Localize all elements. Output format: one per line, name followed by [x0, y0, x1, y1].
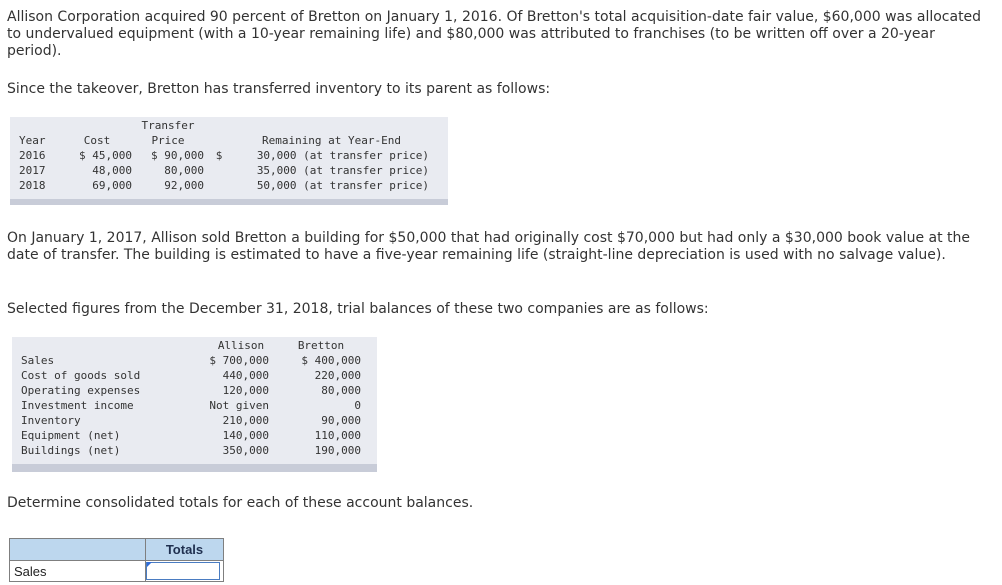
- cell-account: Inventory: [21, 414, 81, 427]
- cell-dollar: [204, 178, 234, 193]
- header-transfer: Transfer: [141, 119, 195, 132]
- trial-balance-intro-paragraph: Selected figures from the December 31, 2018, trial balances of these two companies are as follows:: [7, 301, 709, 317]
- cell-bretton: 80,000: [321, 384, 361, 397]
- answer-header-totals: Totals: [146, 539, 224, 561]
- cell-account: Cost of goods sold: [21, 369, 141, 382]
- cell-allison: Not given: [209, 399, 269, 412]
- cell-price: 92,000: [164, 179, 204, 192]
- cell-year: 2017: [19, 164, 46, 177]
- table-row: [21, 443, 361, 458]
- cell-cost: $ 45,000: [79, 149, 132, 162]
- sales-total-input[interactable]: [146, 562, 220, 580]
- cell-account: Sales: [21, 354, 55, 367]
- table-row: [19, 178, 429, 193]
- header-bretton: Bretton: [297, 339, 345, 352]
- header-allison: Allison: [217, 339, 265, 352]
- answer-header-blank: [10, 539, 146, 561]
- cell-allison: 120,000: [222, 384, 269, 397]
- answer-label-sales: Sales: [10, 561, 146, 582]
- cell-price: $ 90,000: [151, 149, 204, 162]
- cell-cost: 69,000: [92, 179, 132, 192]
- cell-year: 2018: [19, 179, 46, 192]
- cell-year: 2016: [19, 149, 46, 162]
- instructions-paragraph: Determine consolidated totals for each of these account balances.: [7, 495, 474, 511]
- cell-bretton: 190,000: [314, 444, 361, 457]
- table-row: [19, 148, 429, 163]
- answer-table: [9, 538, 224, 582]
- cell-bretton: $ 400,000: [301, 354, 361, 367]
- cell-allison: $ 700,000: [209, 354, 269, 367]
- input-marker-icon: [147, 562, 152, 567]
- header-account: [21, 338, 201, 353]
- cell-allison: 440,000: [222, 369, 269, 382]
- cell-remaining: 50,000 (at transfer price): [256, 179, 429, 192]
- cell-dollar: [204, 163, 234, 178]
- cell-account: Buildings (net): [21, 444, 121, 457]
- header-price: Price: [151, 134, 185, 147]
- table-row: [19, 163, 429, 178]
- table-row: [21, 398, 361, 413]
- cell-remaining: 35,000 (at transfer price): [256, 164, 429, 177]
- answer-row-sales: [10, 561, 224, 582]
- cell-bretton: 220,000: [314, 369, 361, 382]
- cell-dollar: $: [215, 149, 223, 162]
- header-remaining: Remaining at Year-End: [261, 134, 402, 147]
- trial-balance-table: [12, 337, 377, 472]
- cell-cost: 48,000: [92, 164, 132, 177]
- cell-allison: 210,000: [222, 414, 269, 427]
- cell-account: Equipment (net): [21, 429, 121, 442]
- header-cost: Cost: [83, 134, 111, 147]
- table-row: [21, 368, 361, 383]
- cell-bretton: 90,000: [321, 414, 361, 427]
- table-row: [21, 428, 361, 443]
- building-sale-paragraph: On January 1, 2017, Allison sold Bretton a building for $50,000 that had originally cost $70,000 but had only a $30,000 book value at the date of transfer. The building is estimated to have a five-year remaining life (straight-line depreciation is used with no salvage value).: [7, 230, 970, 263]
- cell-price: 80,000: [164, 164, 204, 177]
- cell-remaining: 30,000 (at transfer price): [256, 149, 429, 162]
- header-year: Year: [19, 134, 46, 147]
- answer-header-row: [10, 539, 224, 561]
- cell-bretton: 110,000: [314, 429, 361, 442]
- inventory-transfer-table: [10, 117, 448, 205]
- table-row: [21, 353, 361, 368]
- transfer-intro-paragraph: Since the takeover, Bretton has transferred inventory to its parent as follows:: [7, 81, 551, 97]
- cell-account: Operating expenses: [21, 384, 141, 397]
- cell-allison: 350,000: [222, 444, 269, 457]
- answer-cell-sales[interactable]: [146, 561, 224, 582]
- cell-bretton: 0: [354, 399, 361, 412]
- table-row: [21, 383, 361, 398]
- problem-intro-paragraph: Allison Corporation acquired 90 percent of Bretton on January 1, 2016. Of Bretton's total acquisition-date fair value, $60,000 was allocated to undervalued equipment (with a 10-year remaining life) and $80,000 was attributed to franchises (to be written off over a 20-year period).: [7, 9, 982, 59]
- table-row: [21, 413, 361, 428]
- cell-account: Investment income: [21, 399, 134, 412]
- cell-allison: 140,000: [222, 429, 269, 442]
